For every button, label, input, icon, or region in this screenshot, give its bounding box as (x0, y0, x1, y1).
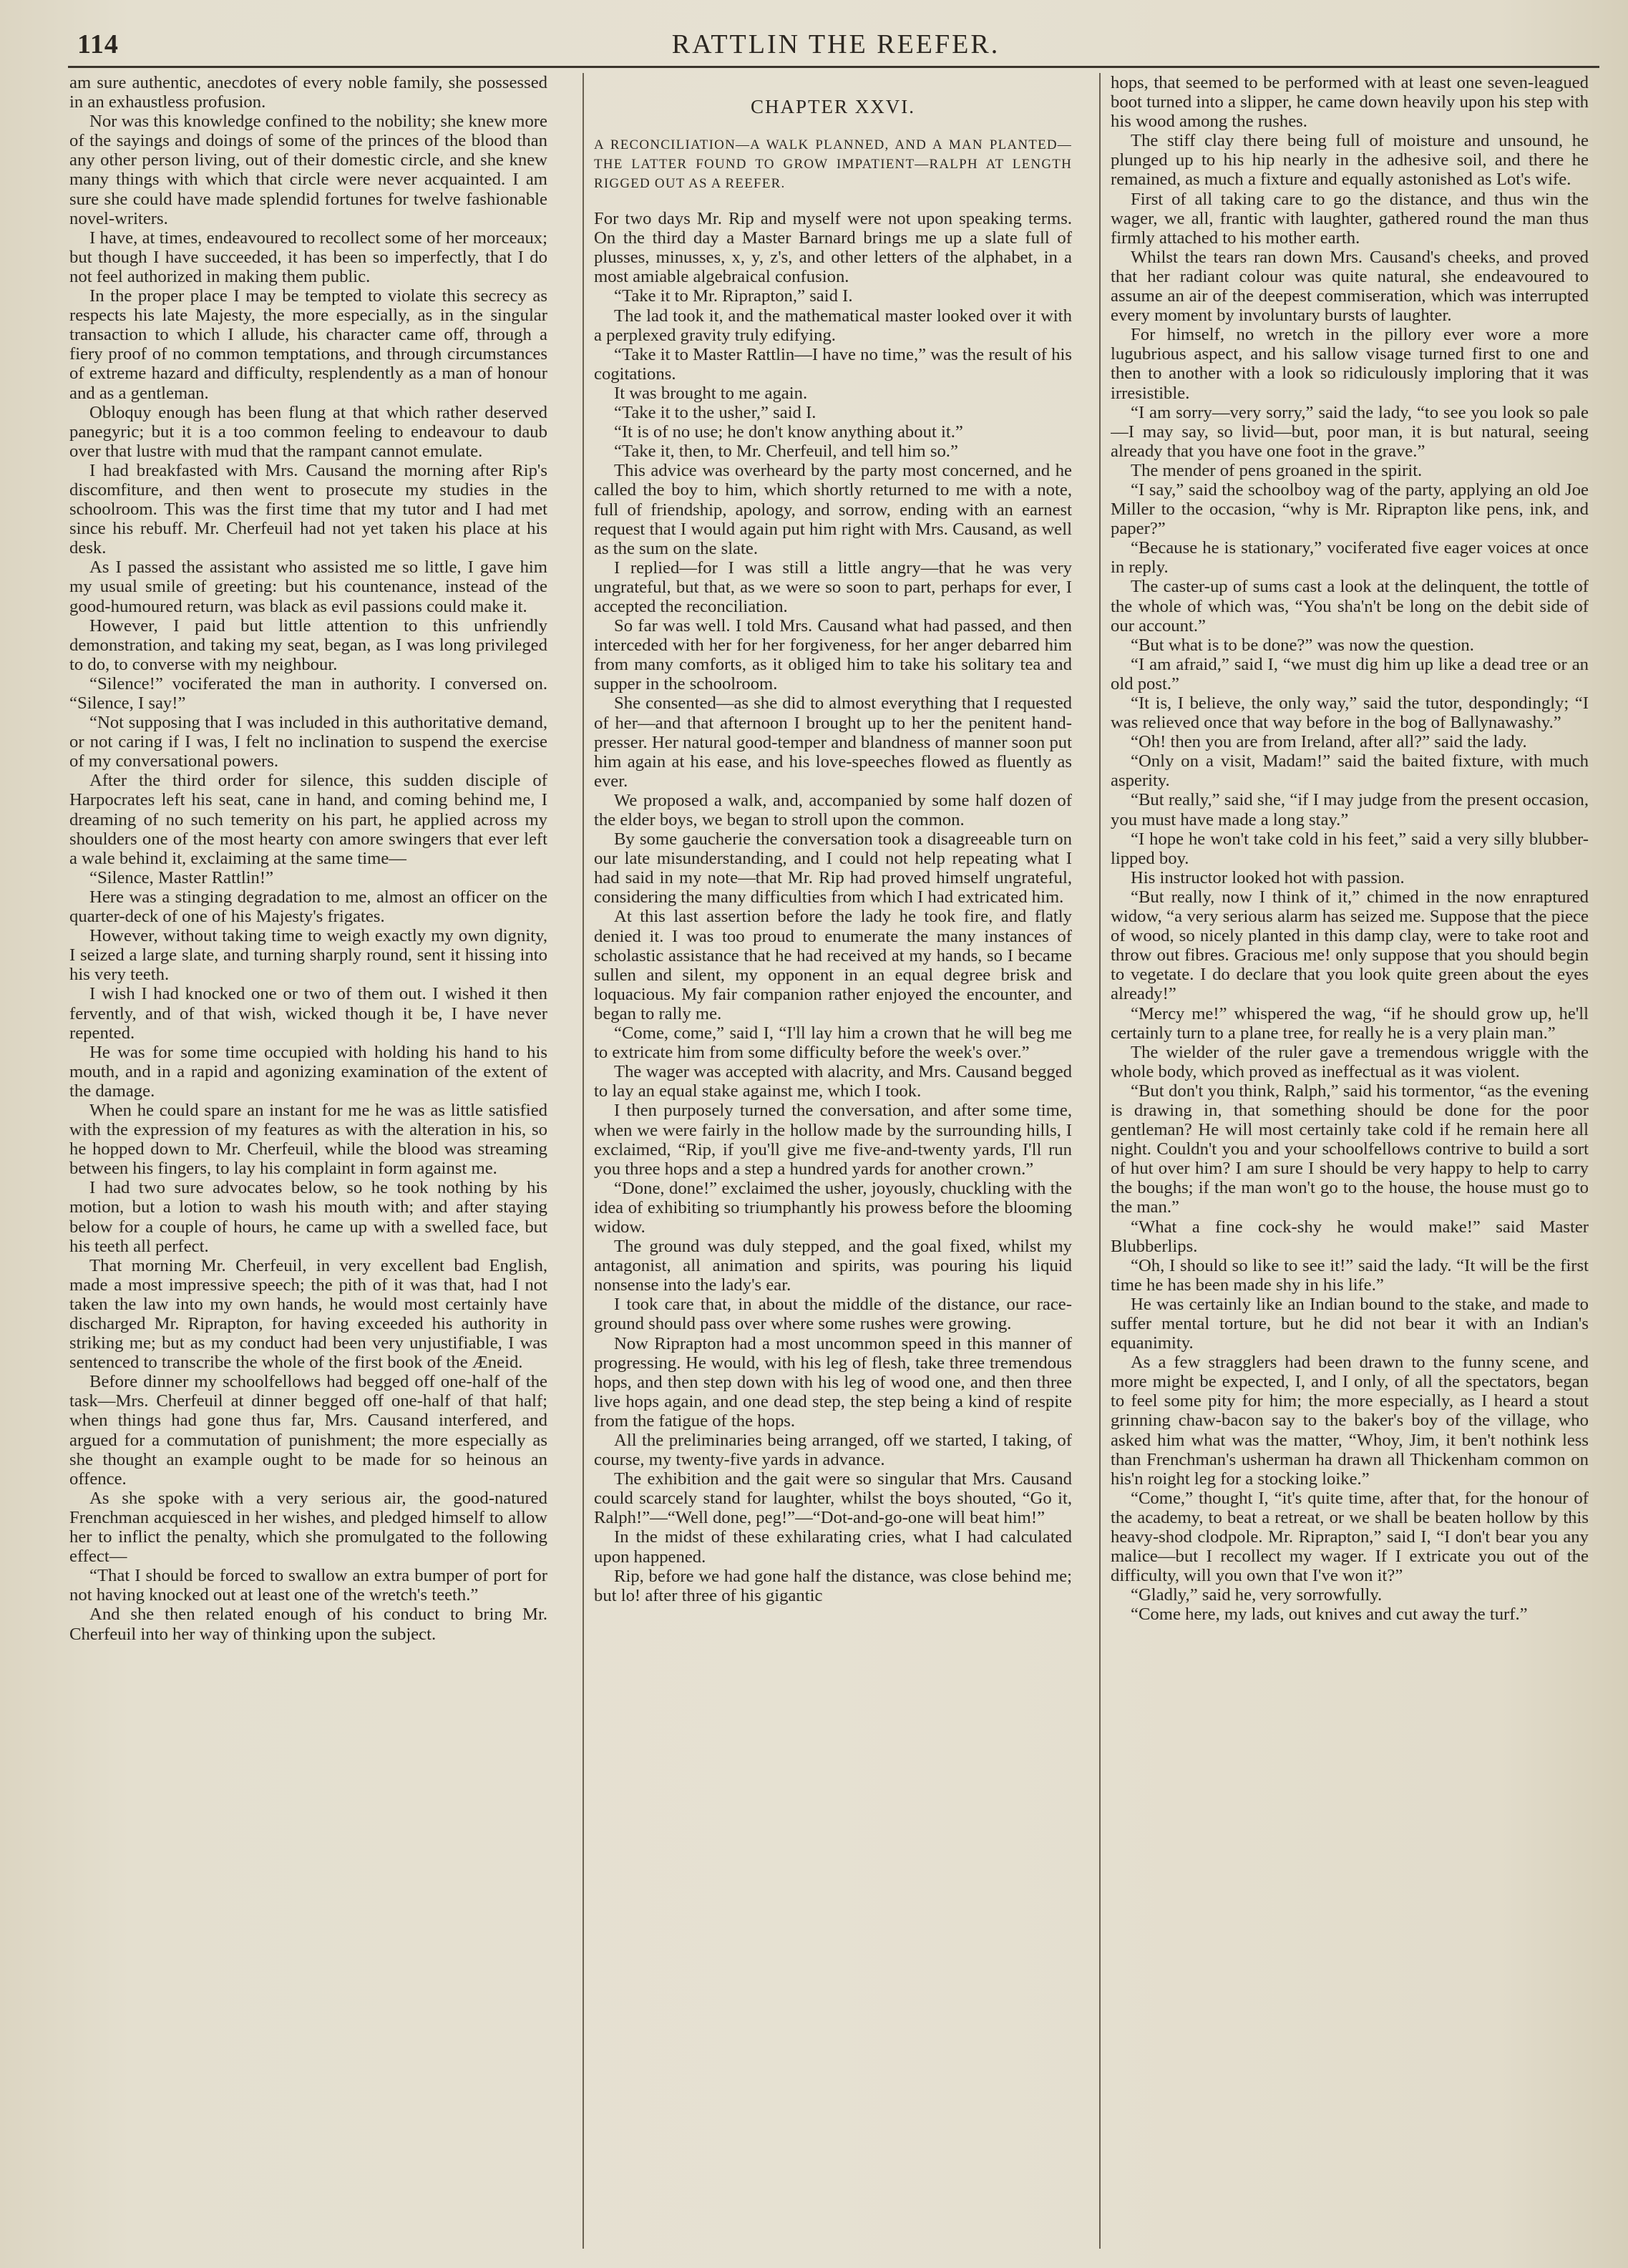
paragraph: The exhibition and the gait were so singular that Mrs. Causand could scarcely stand for laughter, whilst the boys shouted, “Go it, Ralph!”—“Well done, peg!”—“Dot-and-go-one will beat him!” (594, 1469, 1072, 1528)
column-divider (1099, 73, 1101, 2249)
paragraph: At this last assertion before the lady he took fire, and flatly denied it. I was too proud to enumerate the many instances of scholastic assistance that he had received at my hands, so I became sullen and silent, my opponent in an equal degree brisk and loquacious. My fair companion rather enjoyed the encounter, and began to rally me. (594, 907, 1072, 1023)
paragraph: He was for some time occupied with holding his hand to his mouth, and in a rapid and agonizing examination of the extent of the damage. (69, 1042, 547, 1101)
paragraph: All the preliminaries being arranged, off we started, I taking, of course, my twenty-five yards in advance. (594, 1431, 1072, 1470)
paragraph: That morning Mr. Cherfeuil, in very excellent bad English, made a most impressive speech; the pith of it was that, had I not taken the law into my own hands, he would most certainly have discharged Mr. Riprapton, for having exceeded his authority in striking me; but as my conduct had been very unjustifiable, I was sentenced to transcribe the whole of the first book of the Æneid. (69, 1255, 547, 1373)
paragraph: As I passed the assistant who assisted me so little, I gave him my usual smile of greeting: but his countenance, instead of the good-humoured return, was black as evil passions could make it. (69, 558, 547, 616)
paragraph: Nor was this knowledge confined to the nobility; she knew more of the sayings and doings of some of the princes of the blood than any other person living, out of their domestic circle, and she knew many things with which that circle were never acquainted. I am sure she could have made splendid fortunes for twelve fashionable novel-writers. (69, 112, 547, 228)
paragraph: This advice was overheard by the party most concerned, and he called the boy to him, which shortly returned to me with a note, full of friendship, apology, and sorrow, ending with an earnest request that I would again put him right with Mrs. Causand, as well as the sum on the slate. (594, 461, 1072, 558)
paragraph: “But really,” said she, “if I may judge from the present occasion, you must have made a long stay.” (1111, 790, 1589, 829)
paragraph: The stiff clay there being full of moisture and unsound, he plunged up to his hip nearly in the adhesive soil, and there he remained, as much a fixture and equally astonished as Lot's wife. (1111, 131, 1589, 190)
paragraph: “Take it to Mr. Riprapton,” said I. (614, 286, 853, 306)
paragraph: I had two sure advocates below, so he took nothing by his motion, but a lotion to wash his mouth with; and after staying below for a couple of hours, he came up with a swelled face, but his teeth all perfect. (69, 1178, 547, 1256)
paragraph: We proposed a walk, and, accompanied by some half dozen of the elder boys, we began to stroll upon the common. (594, 790, 1072, 829)
paragraph: “I say,” said the schoolboy wag of the party, applying an old Joe Miller to the occasion, “why is Mr. Riprapton like pens, ink, and paper?” (1111, 480, 1589, 539)
paragraph: After the third order for silence, this sudden disciple of Harpocrates left his seat, cane in hand, and coming behind me, I dreaming of no such temerity on his part, he applied across my shoulders one of the most hearty con amore swingers that ever left a wale behind it, exclaiming at the same time— (69, 771, 547, 868)
paragraph: I replied—for I was still a little angry—that he was very ungrateful, but that, as we were so soon to part, perhaps for ever, I accepted the reconciliation. (594, 558, 1072, 616)
paragraph: “But what is to be done?” was now the question. (1131, 635, 1474, 655)
chapter-synopsis: A RECONCILIATION—A WALK PLANNED, AND A MAN PLANTED—THE LATTER FOUND TO GROW IMPATIENT—RALPH AT LENGTH RIGGED OUT AS A REEFER. (594, 137, 1072, 192)
running-title: RATTLIN THE REEFER. (671, 29, 1000, 59)
paragraph: The mender of pens groaned in the spirit. (1131, 460, 1423, 480)
paragraph: He was certainly like an Indian bound to the stake, and made to suffer mental torture, but he did not bear it with an Indian's equanimity. (1111, 1294, 1589, 1353)
paragraph: When he could spare an instant for me he was as little satisfied with the expression of my features as with the alteration in his, so he hopped down to Mr. Cherfeuil, while the blood was streaming between his fingers, to lay his complaint in form against me. (69, 1100, 547, 1179)
paragraph: Whilst the tears ran down Mrs. Causand's cheeks, and proved that her radiant colour was quite natural, she endeavoured to assume an air of the deepest commiseration, which was interrupted every moment by involuntary bursts of laughter. (1111, 247, 1589, 326)
paragraph: “Come here, my lads, out knives and cut away the turf.” (1131, 1605, 1528, 1625)
paragraph: “But really, now I think of it,” chimed in the now enraptured widow, “a very serious alarm has seized me. Suppose that the piece of wood, so nicely planted in this damp clay, were to take root and throw out fibres. Gracious me! only suppose that you should begin to vegetate. I do declare that you look quite green about the eyes already!” (1111, 887, 1589, 1004)
page-number: 114 (77, 29, 119, 59)
paragraph: “I hope he won't take cold in his feet,” said a very silly blubber-lipped boy. (1111, 829, 1589, 868)
paragraph: I have, at times, endeavoured to recollect some of her morceaux; but though I have succeeded, it has been so imperfectly, that I do not feel authorized in making them public. (69, 228, 547, 286)
paragraph: The lad took it, and the mathematical master looked over it with a perplexed gravity truly edifying. (594, 306, 1072, 345)
paragraph: “But don't you think, Ralph,” said his tormentor, “as the evening is drawing in, that something should be done for the poor gentleman? He will most certainly take cold if he remain here all night. Couldn't you and your schoolfellows contrive to build a sort of hut over him? I am sure I should be very happy to help to carry the boughs; if the man won't go to the house, the house must go to the man.” (1111, 1081, 1589, 1217)
paragraph: “Done, done!” exclaimed the usher, joyously, chuckling with the idea of exhibiting so triumphantly his prowess before the blooming widow. (594, 1178, 1072, 1237)
paragraph: I had breakfasted with Mrs. Causand the morning after Rip's discomfiture, and then went to prosecute my studies in the schoolroom. This was the first time that my tutor and I had met since his rebuff. Mr. Cherfeuil had not yet taken his place at his desk. (69, 460, 547, 558)
paragraph: “It is of no use; he don't know anything about it.” (614, 422, 963, 442)
column-1 (69, 73, 547, 2249)
paragraph: It was brought to me again. (614, 383, 808, 403)
paragraph: The caster-up of sums cast a look at the delinquent, the tottle of the whole of which was, “You sha'n't be long on the debit side of our account.” (1111, 577, 1589, 636)
paragraph: hops, that seemed to be performed with at least one seven-leagued boot turned into a slipper, he came down heavily upon his step with his wood among the rushes. (1111, 73, 1589, 132)
paragraph: And she then related enough of his conduct to bring Mr. Cherfeuil into her way of thinking upon the subject. (69, 1605, 547, 1644)
paragraph: The wielder of the ruler gave a tremendous wriggle with the whole body, which proved as ineffectual as it was violent. (1111, 1042, 1589, 1081)
paragraph: In the proper place I may be tempted to violate this secrecy as respects his late Majesty, the more especially, as in the singular transaction to which I allude, his character came off, through a fiery proof of no common temptations, and through circumstances of extreme hazard and difficulty, resplendently as a man of honour and as a gentleman. (69, 286, 547, 403)
paragraph: I then purposely turned the conversation, and after some time, when we were fairly in the hollow made by the surrounding hills, I exclaimed, “Rip, if you'll give me five-and-twenty yards, I'll run you three hops and a step a hundred yards for another crown.” (594, 1101, 1072, 1179)
paragraph: “I am afraid,” said I, “we must dig him up like a dead tree or an old post.” (1111, 654, 1589, 693)
paragraph: “Only on a visit, Madam!” said the baited fixture, with much asperity. (1111, 751, 1589, 791)
paragraph: “Mercy me!” whispered the wag, “if he should grow up, he'll certainly turn to a plane tree, for really he is a very plain man.” (1111, 1003, 1589, 1043)
paragraph: Now Riprapton had a most uncommon speed in this manner of progressing. He would, with his leg of flesh, take three tremendous hops, and then step down with his leg of wood one, and then three live hops again, and one dead step, the step being a kind of respite from the fatigue of the hops. (594, 1333, 1072, 1431)
paragraph: The wager was accepted with alacrity, and Mrs. Causand begged to lay an equal stake against me, which I took. (594, 1062, 1072, 1101)
paragraph: “Come,” thought I, “it's quite time, after that, for the honour of the academy, to beat a retreat, or we shall be beaten hollow by this heavy-shod clodpole. Mr. Riprapton,” said I, “I don't bear you any malice—but I recollect my wager. If I extricate you out of the difficulty, will you own that I've won it?” (1111, 1488, 1589, 1586)
column-divider (583, 73, 584, 2249)
paragraph: First of all taking care to go the distance, and thus win the wager, we all, frantic with laughter, gathered round the man thus firmly attached to his mother earth. (1111, 189, 1589, 248)
page-header (77, 29, 1594, 63)
paragraph: “Take it to Master Rattlin—I have no time,” was the result of his cogitations. (594, 344, 1072, 384)
paragraph: “Oh! then you are from Ireland, after all?” said the lady. (1131, 732, 1527, 752)
paragraph: Before dinner my schoolfellows had begged off one-half of the task—Mrs. Cherfeuil at dinner begged off one-half of that half; when things had gone thus far, Mrs. Causand interfered, and argued for a commutation of punishment; the more especially as she thought an example ought to be made for so heinous an offence. (69, 1372, 547, 1489)
paragraph: am sure authentic, anecdotes of every noble family, she possessed in an exhaustless profusion. (69, 73, 547, 112)
paragraph: For two days Mr. Rip and myself were not upon speaking terms. On the third day a Master Barnard brings me up a slate full of plusses, minusses, x, y, z's, and other letters of the alphabet, in a most amiable algebraical confusion. (594, 209, 1072, 287)
paragraph: She consented—as she did to almost everything that I requested of her—and that afternoon I brought up to her the penitent hand-presser. Her natural good-temper and blandness of manner soon put him again at his ease, and his love-speeches flowed as fluently as ever. (594, 693, 1072, 791)
paragraph: “Because he is stationary,” vociferated five eager voices at once in reply. (1111, 538, 1589, 578)
paragraph: I wish I had knocked one or two of them out. I wished it then fervently, and of that wish, wicked though it be, I have never repented. (69, 984, 547, 1043)
paragraph: “Come, come,” said I, “I'll lay him a crown that he will beg me to extricate him from some difficulty before the week's over.” (594, 1023, 1072, 1063)
paragraph: “Silence, Master Rattlin!” (89, 867, 274, 887)
paragraph: “I am sorry—very sorry,” said the lady, “to see you look so pale—I may say, so livid—but, poor man, it is but natural, seeing already that you have one foot in the grave.” (1111, 402, 1589, 461)
paragraph: So far was well. I told Mrs. Causand what had passed, and then interceded with her for her forgiveness, for her anger debarred him from many comforts, as it obliged him to take his solitary tea and supper in the schoolroom. (594, 616, 1072, 694)
paragraph: However, without taking time to weigh exactly my own dignity, I seized a large slate, and turning sharply round, sent it hissing into his very teeth. (69, 926, 547, 985)
paragraph: Obloquy enough has been flung at that which rather deserved panegyric; but it is a too common feeling to endeavour to daub over that lustre with mud that the rampant cannot emulate. (69, 402, 547, 461)
paragraph: “Silence!” vociferated the man in authority. I conversed on. “Silence, I say!” (69, 673, 547, 713)
paragraph: His instructor looked hot with passion. (1131, 867, 1405, 887)
paragraph: The ground was duly stepped, and the goal fixed, whilst my antagonist, all animation and spirits, was pouring his liquid nonsense into the lady's ear. (594, 1237, 1072, 1295)
paragraph: By some gaucherie the conversation took a disagreeable turn on our late misunderstanding, and I could not help repeating what I had said in my note—that Mr. Rip had proved himself ungrateful, considering the many difficulties from which I had extricated him. (594, 829, 1072, 907)
chapter-title: CHAPTER XXVI. (750, 96, 915, 117)
paragraph: For himself, no wretch in the pillory ever wore a more lugubrious aspect, and his sallow visage turned first to one and then to another with a look so ridiculously imploring that it was irresistible. (1111, 325, 1589, 403)
paragraph: “Not supposing that I was included in this authoritative demand, or not caring if I was, I felt no inclination to suspend the exercise of my conversational powers. (69, 713, 547, 772)
column-3 (1111, 73, 1589, 2249)
paragraph: I took care that, in about the middle of the distance, our race-ground should pass over where some rushes were growing. (594, 1295, 1072, 1334)
paragraph: In the midst of these exhilarating cries, what I had calculated upon happened. (594, 1527, 1072, 1567)
paragraph: As she spoke with a very serious air, the good-natured Frenchman acquiesced in her wishes, and pledged himself to allow her to inflict the penalty, which she promulgated to the following effect— (69, 1488, 547, 1567)
paragraph: “Oh, I should so like to see it!” said the lady. “It will be the first time he has been made shy in his life.” (1111, 1255, 1589, 1295)
paragraph: Here was a stinging degradation to me, almost an officer on the quarter-deck of one of his Majesty's frigates. (69, 887, 547, 927)
paragraph: “What a fine cock-shy he would make!” said Master Blubberlips. (1111, 1217, 1589, 1256)
paragraph: “Take it, then, to Mr. Cherfeuil, and tell him so.” (614, 442, 958, 462)
paragraph: Rip, before we had gone half the distance, was close behind me; but lo! after three of his gigantic (594, 1566, 1072, 1605)
paragraph: “That I should be forced to swallow an extra bumper of port for not having knocked out at least one of the wretch's teeth.” (69, 1566, 547, 1605)
paragraph: “Take it to the usher,” said I. (614, 403, 817, 423)
header-rule (68, 66, 1599, 68)
paragraph: “It is, I believe, the only way,” said the tutor, despondingly; “I was relieved once that way before in the bog of Ballynawashy.” (1111, 693, 1589, 733)
paragraph: As a few stragglers had been drawn to the funny scene, and more might be expected, I, and I only, of all the spectators, began to feel some pity for him; the more especially, as I heard a stout grinning chaw-bacon say to the baker's boy of the village, who asked him what was the matter, “Whoy, Jim, it ben't nothink less than Frenchman's usherman ha drawn all Thickenham common on his'n roight leg for a stocking loike.” (1111, 1353, 1589, 1489)
paragraph: “Gladly,” said he, very sorrowfully. (1131, 1585, 1383, 1605)
paragraph: However, I paid but little attention to this unfriendly demonstration, and taking my seat, began, as I was long privileged to do, to converse with my neighbour. (69, 615, 547, 674)
column-2 (594, 73, 1072, 2249)
